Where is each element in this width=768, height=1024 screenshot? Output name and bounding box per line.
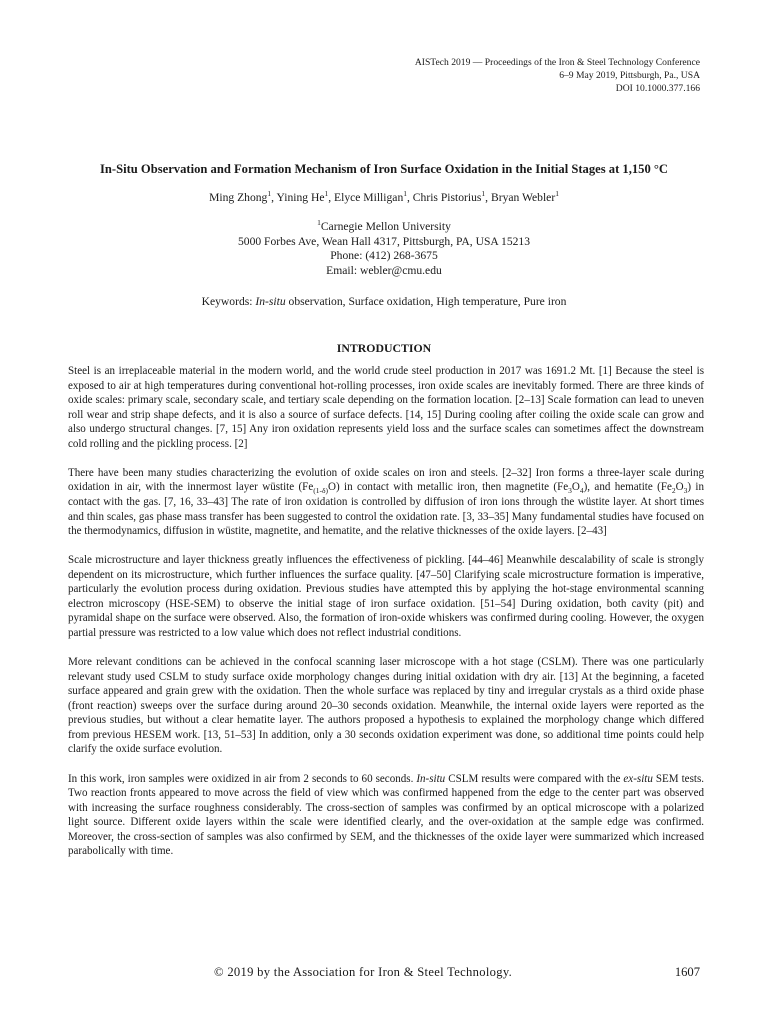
- page-number: 1607: [674, 965, 700, 979]
- author-list: Ming Zhong$^1$, Yining He$^1$, Elyce Milligan$^1$, Chris Pistorius$^1$, Bryan Webler$^1$: [209, 189, 559, 204]
- paragraph-1: Steel is an irreplaceable material in the modern world, and the world crude steel production in 2017 was 1691.2 Mt. [1] Because the steel is exposed to air at high temperatures during conventional hot-rolling processes, iron oxide scales are inevitably formed. There are three kinds of oxide scales: primary scale, secondary scale, and tertiary scale depending on the formation location. [2–13] Scale formation can lead to uneven roll wear and strip shape defects, and it is also a source of surface defects. [14, 15] During cooling after coiling the oxide scale can grow and also undergo structural changes. [7, 15] Any iron oxidation represents yield loss and the surface scales can sometimes affect the downstream cold rolling and the pickling process. [2]: [68, 365, 704, 450]
- copyright-footer: © 2019 by the Association for Iron & Steel Technology.: [214, 965, 513, 979]
- text-run: O: [675, 481, 684, 494]
- subscript: 3: [683, 486, 688, 496]
- subscript: 3: [568, 486, 572, 496]
- text-run: In this work, iron samples were oxidized in air from 2 seconds to 60 seconds.: [68, 772, 417, 785]
- section-heading-introduction: INTRODUCTION: [336, 341, 432, 355]
- affiliation-block: [40, 220, 728, 279]
- author-name: Ming Zhong: [209, 191, 268, 204]
- subscript: 4: [579, 486, 584, 496]
- doi: DOI 10.1000.377.166: [615, 83, 700, 94]
- author-name: Bryan Webler: [490, 191, 556, 204]
- paper-title: In-Situ Observation and Formation Mechanism of Iron Surface Oxidation in the Initial Stages at 1,150 °C: [99, 162, 669, 176]
- author-affil-mark: 1: [324, 189, 329, 199]
- conference-name: AISTech 2019 — Proceedings of the Iron & Steel Technology Conference: [414, 57, 700, 68]
- address: 5000 Forbes Ave, Wean Hall 4317, Pittsburgh, PA, USA 15213: [237, 234, 531, 248]
- keywords-list: observation, Surface oxidation, High temperature, Pure iron: [285, 295, 567, 308]
- author-name: Yining He: [276, 191, 325, 204]
- conference-header: [415, 56, 700, 95]
- author-affil-mark: 1: [403, 189, 407, 199]
- author-affil-mark: 1: [267, 189, 272, 199]
- text-run: SEM tests. Two reaction fronts appeared to move across the field of view which was confirmed happened from the edge to the center part was observed with increasing the surface roughness considerably. The cross-section of samples was confirmed by an optical microscope with a polarized light source. Different oxide layers within the scale were identified clearly, and the over-oxidation at the sample edge was confirmed. Moreover, the cross-section of samples was also confirmed by SEM, and the thicknesses of the oxide layer were summarized which increased parabolically with time.: [68, 772, 705, 858]
- subscript: (1-δ): [313, 486, 329, 496]
- text-run: CSLM results were compared with the: [445, 772, 624, 785]
- paragraph-3: Scale microstructure and layer thickness greatly influences the effectiveness of pickling. [44–46] Meanwhile descalability of scale is strongly dependent on its microstructure, which further influences the surface quality. [47–50] Clarifying scale microstructure formation is imperative, particularly the evolution process during oxidation. Previous studies have attempted this by applying the hot-stage environmental scanning electron microscopy (HSE-SEM) to observe the initial stage of iron surface oxidation. [51–54] During oxidation, both cavity (pit) and pyramidal shape on the surface were observed. Also, the formation of iron-oxide whiskers was confirmed during cooling. However, the oxygen partial pressure was restricted to a low value which does not reflect industrial conditions.: [68, 554, 704, 639]
- italic-run: ex-situ: [623, 772, 653, 785]
- italic-run: In-situ: [416, 772, 446, 785]
- email: Email: webler@cmu.edu: [326, 264, 442, 278]
- text-run: O) in contact with metallic iron, then magnetite (Fe: [328, 481, 569, 494]
- author-name: Chris Pistorius: [412, 191, 482, 204]
- text-run: ), and hematite (Fe: [583, 481, 672, 494]
- author-affil-mark: 1: [555, 189, 559, 199]
- paragraph-2: [68, 466, 704, 539]
- subscript: 2: [671, 486, 676, 496]
- phone: Phone: (412) 268-3675: [330, 249, 438, 263]
- keywords-label: Keywords:: [201, 295, 256, 308]
- keywords-italic: In-situ: [255, 295, 286, 308]
- paragraph-5: [68, 772, 704, 859]
- body-text: [68, 364, 704, 873]
- keywords: [40, 295, 728, 308]
- institution: Carnegie Mellon University: [320, 220, 451, 233]
- text-run: O: [571, 481, 580, 494]
- conference-date: 6–9 May 2019, Pittsburgh, Pa., USA: [559, 70, 700, 81]
- text-run: ) in contact with the gas. [7, 16, 33–43] The rate of iron oxidation is controlled by diffusion of iron ions through the wüstite layer. At short times and thin scales, gas phase mass transfer has been suggested to control the oxidation rate. [3, 33–35] Many fundamental studies have focused on the thermodynamics, diffusion in wüstite, magnetite, and hematite, and the relative thicknesses of the oxide layers. [2–43]: [68, 481, 704, 538]
- affil-mark: 1: [317, 218, 321, 228]
- text-run: There have been many studies characterizing the evolution of oxide scales on iron and steels. [2–32] Iron forms a three-layer scale during oxidation in air, with the innermost layer wüstite (Fe: [68, 466, 704, 494]
- author-affil-mark: 1: [481, 189, 486, 199]
- author-name: Elyce Milligan: [334, 191, 404, 204]
- paragraph-4: More relevant conditions can be achieved in the confocal scanning laser microscope with a hot stage (CSLM). There was one particularly relevant study used CSLM to study surface oxide morphology changes during initial oxidation with dry air. [13] At the beginning, a faceted surface appeared and grain grew with the oxidation. Then the whole surface was replaced by tiny and irregular crystals as a third oxide phase (front reaction) sweeps over the surface during around 20–30 seconds oxidation. Meanwhile, the internal oxide layers were reported as the previous studies, but without a clear hematite layer. The authors proposed a hypothesis to explained the morphology change which differed from previous HESEM work. [13, 51–53] In addition, only a 30 seconds oxidation experiment was done, so additional time points could help clarify the oxide surface evolution.: [68, 656, 704, 756]
